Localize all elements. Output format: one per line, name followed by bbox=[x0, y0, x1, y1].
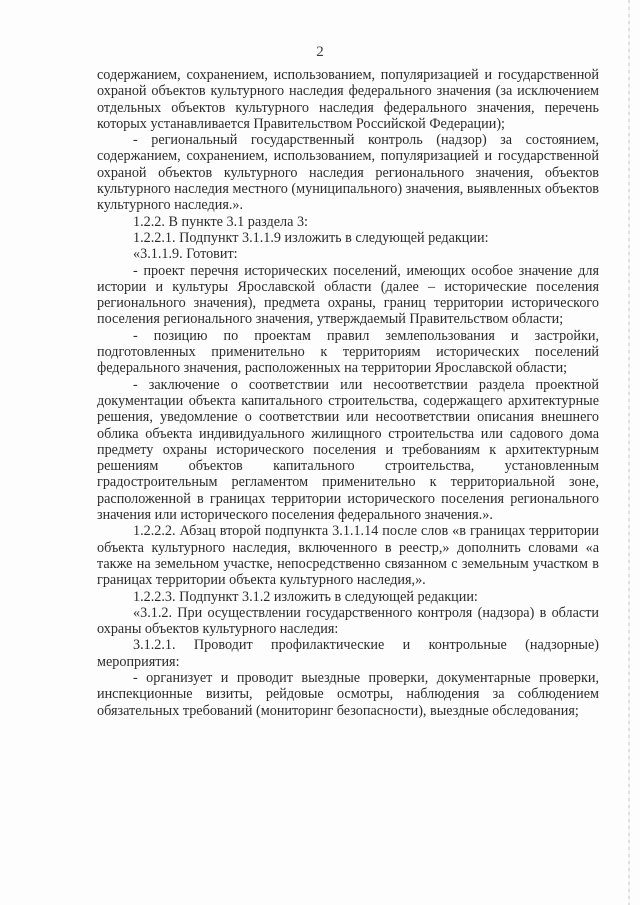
list-item: - заключение о соответствии или несоответствии раздела проектной документации объекта капитального строительства, содержащего архитектурные решения, уведомление о соответствии или несоответствии описания внешнего облика объекта индивидуального жилищного строительства или садового дома предмету охраны исторического поселения и требованиям к архитектурным решениям объектов капитального строительства, установленным градостроительным регламентом применительно к территориальной зоне, расположенной в границах территории исторического поселения регионального значения или исторического поселения федерального значения.». bbox=[97, 376, 599, 524]
list-item: - проект перечня исторических поселений, имеющих особое значение для истории и культуры Ярославской области (далее – исторические поселения регионального значения), предмета охраны, границ территории исторического поселения регионального значения, утверждаемый Правительством области; bbox=[97, 262, 599, 328]
page-number: 2 bbox=[316, 44, 324, 60]
paragraph: 1.2.2.2. Абзац второй подпункта 3.1.1.14 после слов «в границах территории объекта культурного наследия, включенного в реестр,» дополнить словами «а также на земельном участке, непосредственно связанном с земельным участком в границах территории объекта культурного наследия,». bbox=[97, 523, 599, 589]
paragraph: «3.1.1.9. Готовит: bbox=[133, 246, 238, 263]
paragraph: 3.1.2.1. Проводит профилактические и контрольные (надзорные) мероприятия: bbox=[97, 637, 599, 670]
list-item: - позицию по проектам правил землепользования и застройки, подготовленных применительно к территориям исторических поселений федерального значения, расположенных на территории Ярославской области; bbox=[97, 327, 599, 377]
paragraph: содержанием, сохранением, использованием, популяризацией и государственной охраной объектов культурного наследия федерального значения (за исключением отдельных объектов культурного наследия федерального значения, перечень которых устанавливается Правительством Российской Федерации); bbox=[97, 67, 599, 132]
scan-edge-divider bbox=[628, 0, 630, 905]
paragraph: «3.1.2. При осуществлении государственного контроля (надзора) в области охраны объектов культурного наследия: bbox=[97, 604, 599, 638]
paragraph: 1.2.2.1. Подпункт 3.1.1.9 изложить в следующей редакции: bbox=[133, 229, 489, 246]
paragraph: 1.2.2.3. Подпункт 3.1.2 изложить в следующей редакции: bbox=[133, 588, 478, 605]
paragraph: - региональный государственный контроль (надзор) за состоянием, содержанием, сохранением, использованием, популяризацией и государственной охраной объектов культурного наследия регионального значения, объектов культурного наследия местного (муниципального) значения, выявленных объектов культурного наследия.». bbox=[97, 132, 599, 214]
section-heading: 1.2.2. В пункте 3.1 раздела 3: bbox=[133, 213, 309, 230]
document-body bbox=[97, 67, 599, 719]
list-item: - организует и проводит выездные проверки, документарные проверки, инспекционные визиты, рейдовые осмотры, наблюдения за соблюдением обязательных требований (мониторинг безопасности), выездные обследования; bbox=[97, 669, 599, 719]
